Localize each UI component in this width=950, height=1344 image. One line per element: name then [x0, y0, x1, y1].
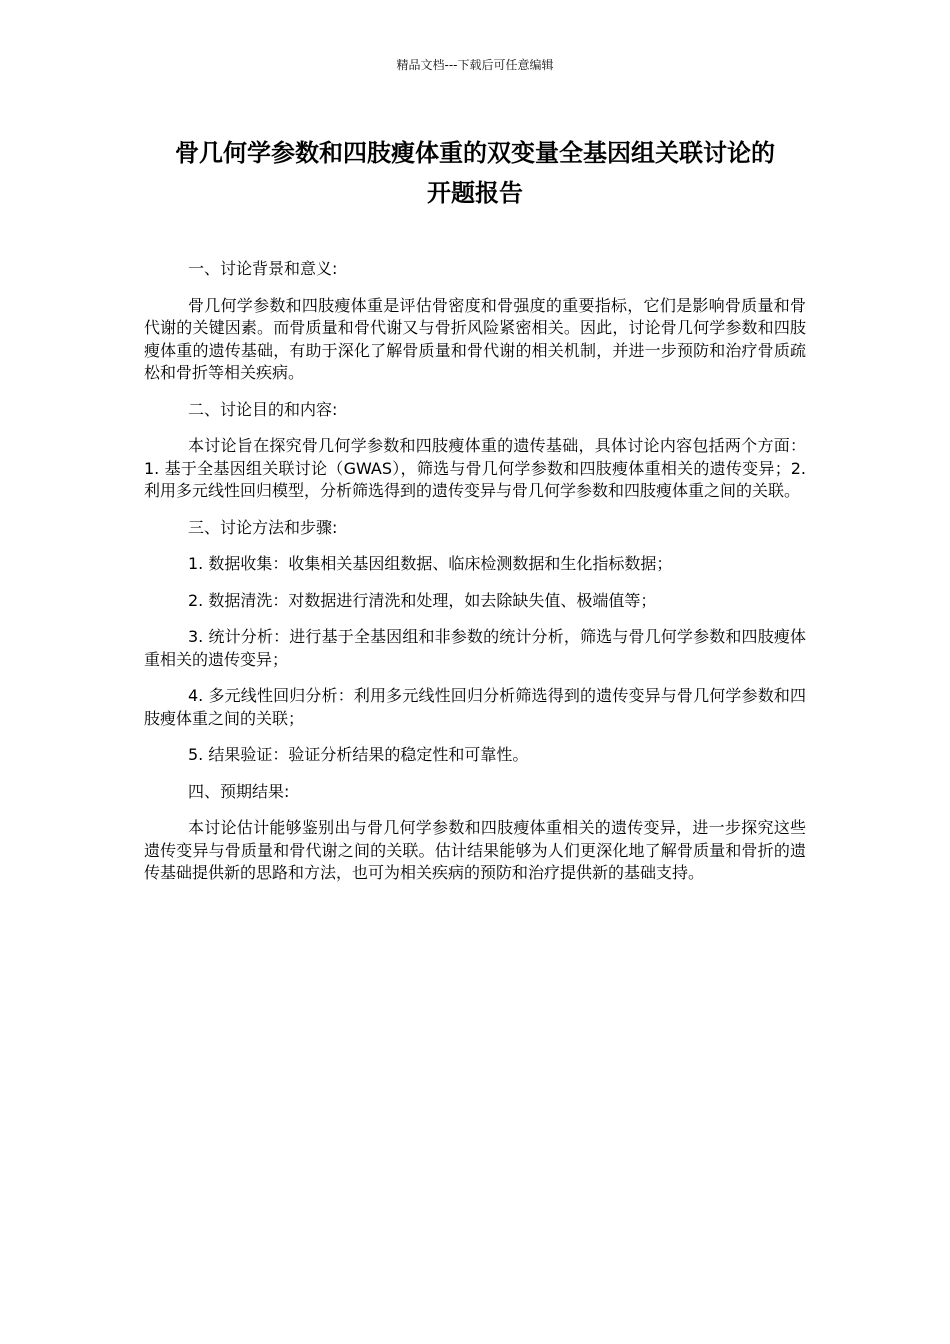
section-heading-background: 一、讨论背景和意义:: [188, 259, 338, 278]
header-note: 精品文档---下载后可任意编辑: [396, 58, 554, 72]
document-body: [144, 258, 806, 899]
document-title: [145, 133, 805, 213]
method-step-3: 3. 统计分析：进行基于全基因组和非参数的统计分析，筛选与骨几何学参数和四肢瘦体重相关的遗传变异；: [144, 627, 806, 669]
paragraph-background: 骨几何学参数和四肢瘦体重是评估骨密度和骨强度的重要指标，它们是影响骨质量和骨代谢的关键因素。而骨质量和骨代谢又与骨折风险紧密相关。因此，讨论骨几何学参数和四肢瘦体重的遗传基础，有助于深化了解骨质量和骨代谢的相关机制，并进一步预防和治疗骨质疏松和骨折等相关疾病。: [144, 295, 806, 382]
paragraph-expected-results: 本讨论估计能够鉴别出与骨几何学参数和四肢瘦体重相关的遗传变异，进一步探究这些遗传变异与骨质量和骨代谢之间的关联。估计结果能够为人们更深化地了解骨质量和骨折的遗传基础提供新的思路和方法，也可为相关疾病的预防和治疗提供新的基础支持。: [144, 818, 806, 882]
method-step-2: 2. 数据清洗：对数据进行清洗和处理，如去除缺失值、极端值等；: [188, 590, 657, 610]
document-title-line-1: 骨几何学参数和四肢瘦体重的双变量全基因组关联讨论的: [175, 139, 775, 167]
paragraph-objectives: 本讨论旨在探究骨几何学参数和四肢瘦体重的遗传基础，具体讨论内容包括两个方面：1. 基于全基因组关联讨论（GWAS），筛选与骨几何学参数和四肢瘦体重相关的遗传变异；2. 利用多元线性回归模型，分析筛选得到的遗传变异与骨几何学参数和四肢瘦体重之间的关联。: [144, 436, 806, 500]
section-heading-objectives: 二、讨论目的和内容:: [188, 399, 338, 419]
section-heading-expected-results: 四、预期结果:: [188, 781, 290, 801]
method-step-5: 5. 结果验证：验证分析结果的稳定性和可靠性。: [188, 745, 529, 764]
document-title-line-2: 开题报告: [427, 179, 523, 207]
section-heading-methods: 三、讨论方法和步骤:: [188, 517, 338, 537]
method-step-1: 1. 数据收集：收集相关基因组数据、临床检测数据和生化指标数据；: [188, 554, 673, 573]
method-step-4: 4. 多元线性回归分析：利用多元线性回归分析筛选得到的遗传变异与骨几何学参数和四肢瘦体重之间的关联；: [144, 686, 806, 728]
